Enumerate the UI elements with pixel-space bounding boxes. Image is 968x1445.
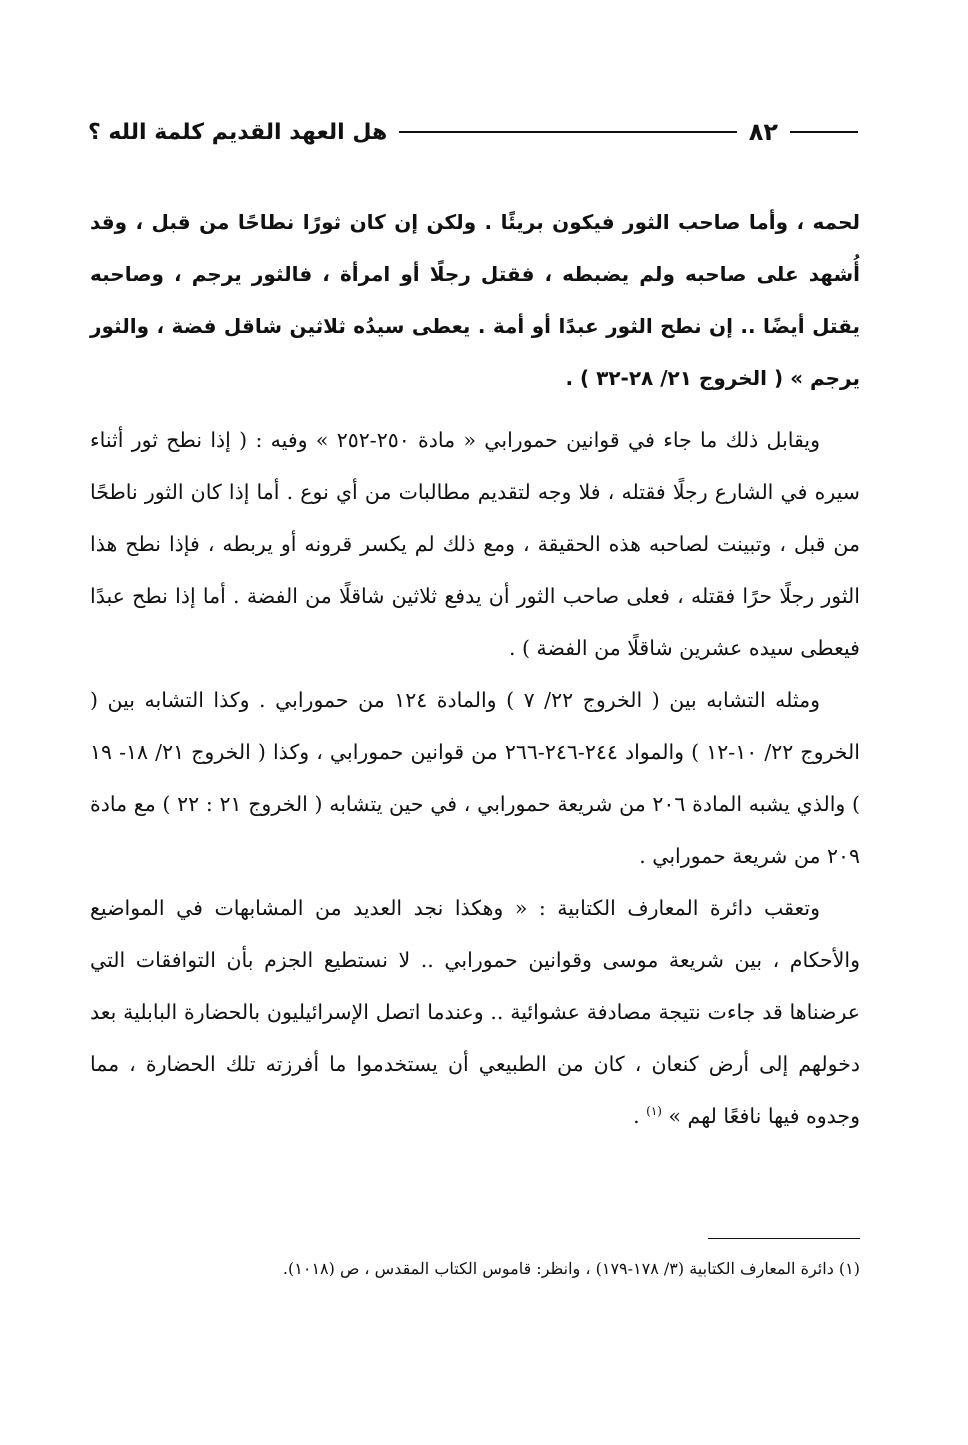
header-rule-middle <box>399 131 736 133</box>
page-number: ٨٢ <box>748 118 778 146</box>
running-title: هل العهد القديم كلمة الله ؟ <box>88 119 388 145</box>
encyclopedia-quote-text: وتعقب دائرة المعارف الكتابية : « وهكذا نجد العديد من المشابهات في المواضيع والأحكام ، بين شريعة موسى وقوانين حمورابي .. لا نستطيع الجزم بأن التوافقات التي عرضناها قد جاءت نتيجة مصادفة عشوائية .. وعندما اتصل الإسرائيليون بالحضارة البابلية بعد دخولهم إلى أرض كنعان ، كان من الطبيعي أن يستخدموا ما أفرزته تلك الحضارة ، مما وجدوه فيها نافعًا لهم » <box>90 896 860 1128</box>
paragraph-similarities: ومثله التشابه بين ( الخروج ٢٢/ ٧ ) والمادة ١٢٤ من حمورابي . وكذا التشابه بين ( الخروج ٢٢/ ١٠-١٢ ) والمواد ٢٤٤-٢٤٦-٢٦٦ من قوانين حمورابي ، وكذا ( الخروج ٢١/ ١٨- ١٩ ) والذي يشبه المادة ٢٠٦ من شريعة حمورابي ، في حين يتشابه ( الخروج ٢١ : ٢٢ ) مع مادة ٢٠٩ من شريعة حمورابي . <box>90 688 860 868</box>
body-text <box>90 196 860 1142</box>
quoted-paragraph-exodus: لحمه ، وأما صاحب الثور فيكون بريئًا . ولكن إن كان ثورًا نطاحًا من قبل ، وقد أُشهد على صاحبه ولم يضبطه ، فقتل رجلًا أو امرأة ، فالثور يرجم ، وصاحبه يقتل أيضًا .. إن نطح الثور عبدًا أو أمة . يعطى سيدُه ثلاثين شاقل فضة ، والثور يرجم » ( الخروج ٢١/ ٢٨-٣٢ ) . <box>90 210 860 390</box>
footnote-separator <box>708 1238 860 1239</box>
paragraph-encyclopedia-quote <box>90 882 860 1142</box>
header-rule-right <box>790 131 858 133</box>
paragraph-end-punctuation: . <box>633 1104 647 1128</box>
footnote-reference[interactable]: (١) <box>646 1104 662 1119</box>
running-header <box>88 112 858 152</box>
footnote: (١) دائرة المعارف الكتابية (٣/ ١٧٨-١٧٩) ، وانظر: قاموس الكتاب المقدس ، ص (١٠١٨). <box>282 1259 860 1278</box>
paragraph-hammurabi-comparison: ويقابل ذلك ما جاء في قوانين حمورابي « مادة ٢٥٠-٢٥٢ » وفيه : ( إذا نطح ثور أثناء سيره في الشارع رجلًا فقتله ، فلا وجه لتقديم مطالبات من أي نوع . أما إذا كان الثور ناطحًا من قبل ، وتبينت لصاحبه هذه الحقيقة ، ومع ذلك لم يكسر قرونه أو يربطه ، فإذا نطح هذا الثور رجلًا حرًا فقتله ، فعلى صاحب الثور أن يدفع ثلاثين شاقلًا من الفضة . أما إذا نطح عبدًا فيعطى سيده عشرين شاقلًا من الفضة ) . <box>90 428 860 660</box>
